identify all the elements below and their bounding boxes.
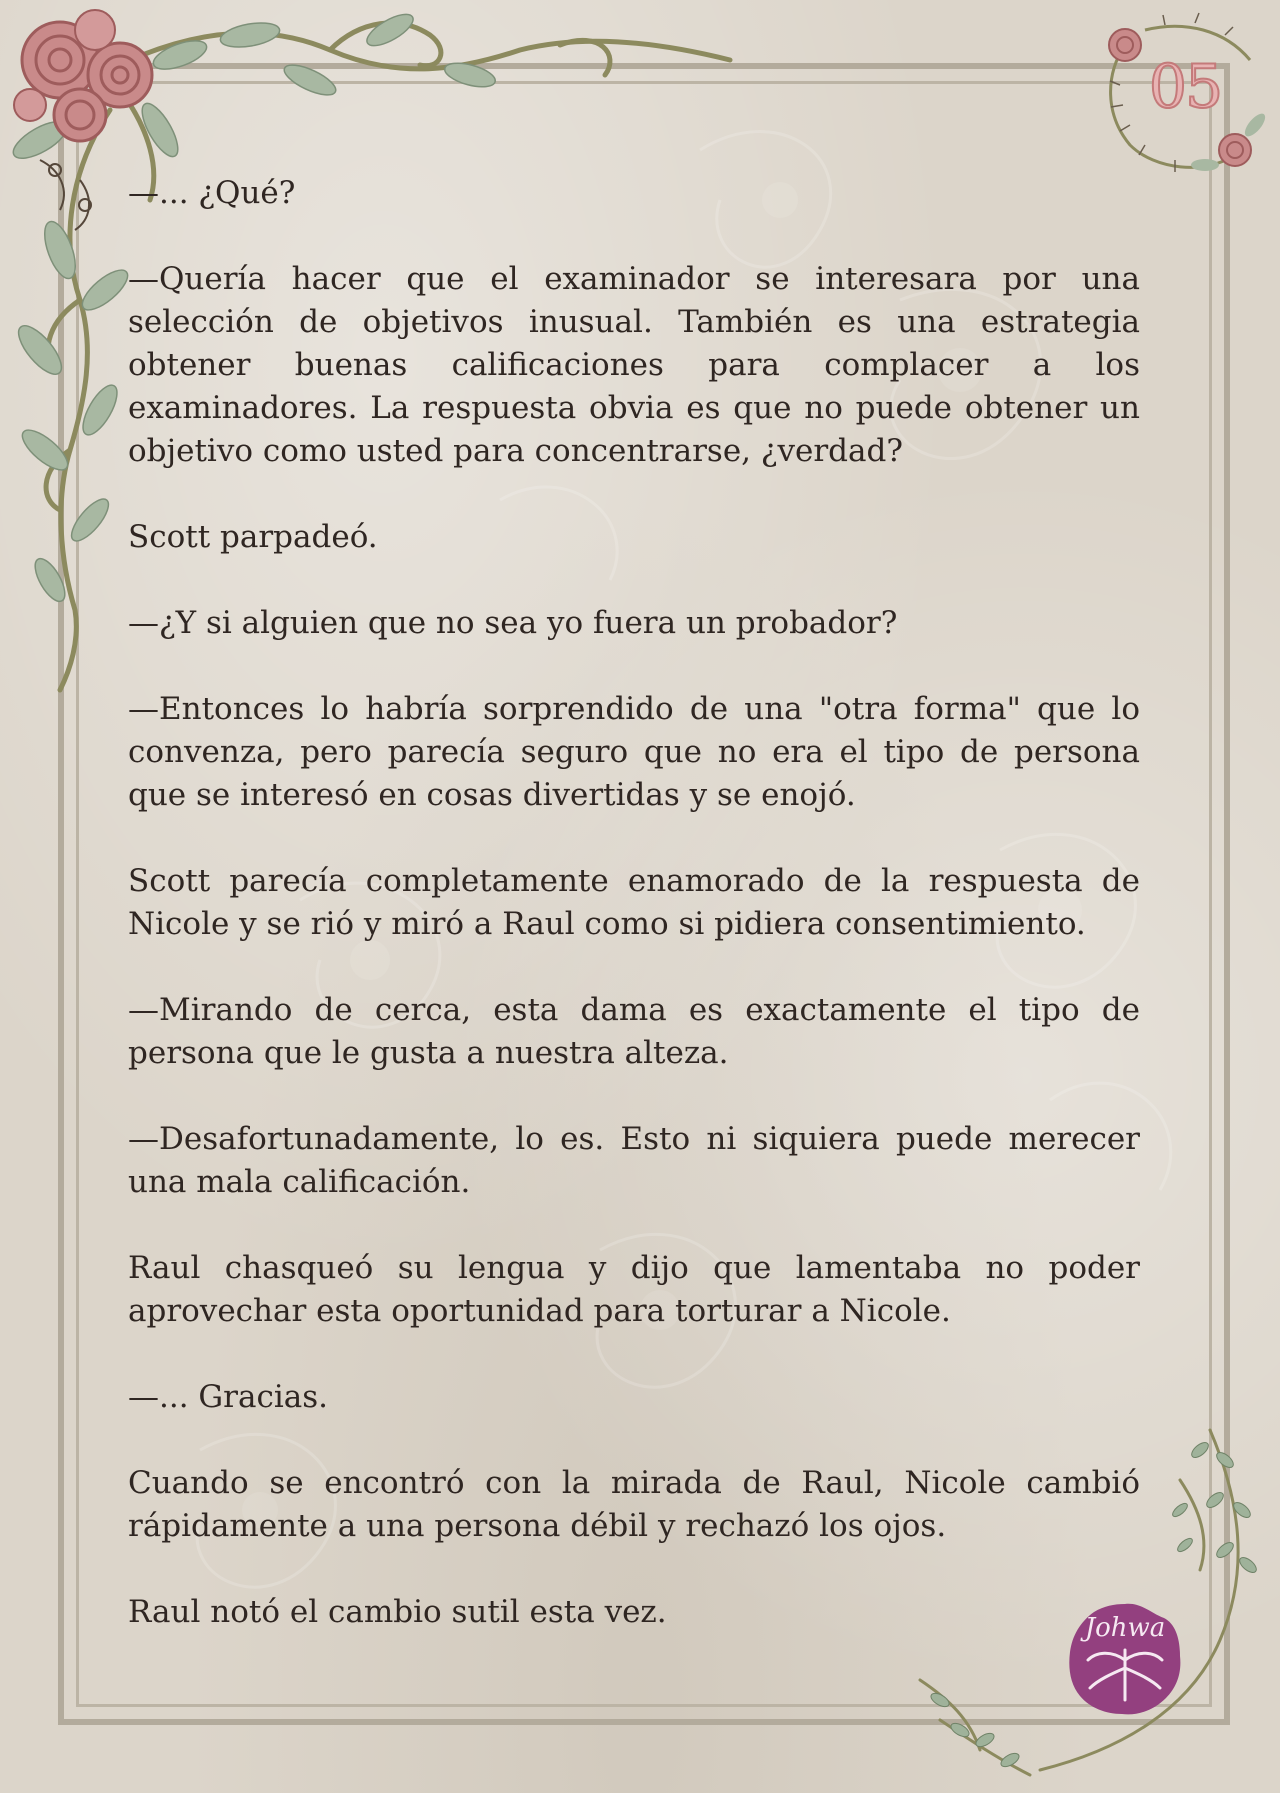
paragraph: Raul chasqueó su lengua y dijo que lamentaba no poder aprovechar esta oportunidad para torturar a Nicole. [128, 1250, 1140, 1329]
paragraph: —... ¿Qué? [128, 175, 296, 211]
paragraph: Scott parecía completamente enamorado de la respuesta de Nicole y se rió y miró a Raul como si pidiera consentimiento. [128, 863, 1140, 942]
badge-label: Johwa [1084, 1613, 1166, 1643]
paragraph: Cuando se encontró con la mirada de Raul, Nicole cambió rápidamente a una persona débil y rechazó los ojos. [128, 1465, 1140, 1544]
paragraph: —Quería hacer que el examinador se interesara por una selección de objetivos inusual. También es una estrategia obtener buenas calificaciones para complacer a los examinadores. La respuesta obvia es que no puede obtener un objetivo como usted para concentrarse, ¿verdad? [128, 261, 1140, 469]
paragraph: Raul notó el cambio sutil esta vez. [128, 1594, 667, 1630]
page-number: 05 [1148, 52, 1222, 122]
paragraph: Scott parpadeó. [128, 519, 378, 555]
paragraph: —... Gracias. [128, 1379, 329, 1415]
story-text [128, 172, 1140, 1634]
paragraph: —Mirando de cerca, esta dama es exactamente el tipo de persona que le gusta a nuestra alteza. [128, 992, 1140, 1071]
paragraph: —Entonces lo habría sorprendido de una "otra forma" que lo convenza, pero parecía seguro que no era el tipo de persona que se interesó en cosas divertidas y se enojó. [128, 691, 1140, 813]
paragraph: —¿Y si alguien que no sea yo fuera un probador? [128, 605, 898, 641]
paragraph: —Desafortunadamente, lo es. Esto ni siquiera puede merecer una mala calificación. [128, 1121, 1140, 1200]
